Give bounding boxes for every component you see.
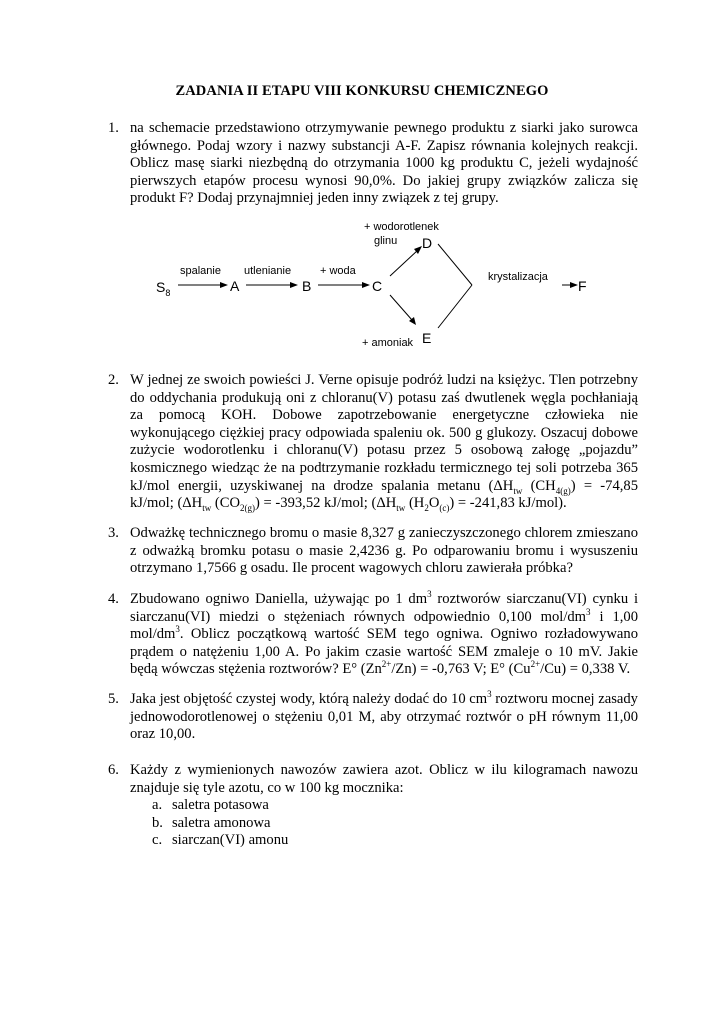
task-1 <box>108 120 638 208</box>
task-5 <box>108 691 638 744</box>
fertilizer-list <box>130 797 638 850</box>
species-f: F <box>578 278 587 294</box>
label-glinu: glinu <box>374 235 398 247</box>
label-krystalizacja: krystalizacja <box>488 271 548 283</box>
species-s8: $S_8$ <box>156 279 171 298</box>
list-item: a. saletra potasowa <box>152 797 269 814</box>
label-spalanie: spalanie <box>180 265 221 277</box>
task-3-text: Odważkę technicznego bromu o masie 8,327 g zanieczyszczonego chlorem zmieszano z odważką bromku potasu o masie 2,4236 g. Po odparowaniu bromu i wysuszeniu otrzymano 1,7566 g osadu. Ile procent wagowych chloru zawierała próbka? <box>130 525 638 577</box>
task-number: 6. <box>108 762 119 778</box>
task-4-text: Zbudowano ogniwo Daniella, używając po 1 $dm^3$ roztworów siarczanu(VI) cynku i siarczanu(VI) miedzi o stężeniach równych odpowiednio 0,100 mol/$dm^3$ i 1,00 mol/$dm^3$. Oblicz początkową wartość SEM tego ogniwa. Ogniwo rozładowywano prądem o natężeniu 1,00 A. Po jakim czasie wartość SEM zmaleje o 10 mV. Jakie będą wówczas stężenia roztworów? E° $(Zn^{2+}/Zn) = -0,763$ V; E° $(Cu^{2+}/Cu) = 0,338$ V. <box>130 589 639 678</box>
task-5-text: Jaka jest objętość czystej wody, którą należy dodać do 10 $cm^3$ roztworu mocnej zasady jednowodorotlenowej o stężeniu 0,01 M, aby otrzymać roztwór o pH równym 11,00 oraz 10,00. <box>130 689 638 743</box>
arrow-head <box>290 282 298 288</box>
task-number: 4. <box>108 591 119 607</box>
species-e: E <box>422 330 432 346</box>
task-number: 5. <box>108 691 119 707</box>
arrow-head <box>570 282 578 288</box>
species-a: A <box>230 278 240 294</box>
line-d-merge <box>438 244 472 285</box>
label-utlenianie: utlenianie <box>244 265 292 277</box>
task-number: 2. <box>108 372 119 388</box>
arrow-head <box>362 282 370 288</box>
species-c: C <box>372 278 383 294</box>
label-amoniak: + amoniak <box>362 337 414 349</box>
page-title: ZADANIA II ETAPU VIII KONKURSU CHEMICZNEGO <box>175 83 549 99</box>
arrow-c-d <box>390 250 418 276</box>
species-d: D <box>422 235 433 251</box>
task-6 <box>108 762 638 850</box>
reaction-scheme <box>150 216 590 356</box>
task-4 <box>108 591 638 679</box>
task-number: 3. <box>108 525 119 541</box>
line-e-merge <box>438 285 472 328</box>
task-number: 1. <box>108 120 119 136</box>
list-item: b. saletra amonowa <box>152 814 271 831</box>
task-3 <box>108 525 638 578</box>
label-wodorotlenek: + wodorotlenek <box>364 221 439 233</box>
task-6-text: Każdy z wymienionych nawozów zawiera azot. Oblicz w ilu kilogramach nawozu znajduje się tyle azotu, co w 100 kg mocznika: <box>130 762 638 796</box>
species-b: B <box>302 278 312 294</box>
task-1-text: na schemacie przedstawiono otrzymywanie pewnego produktu z siarki jako surowca głównego. Podaj wzory i nazwy substancji A-F. Zapisz równania kolejnych reakcji. Oblicz masę siarki niezbędną do otrzymania 1000 kg produktu C, jeżeli wydajność pierwszych etapów procesu wynosi 90,0%. Do jakiej grupy związków zalicza się produkt F? Dodaj przynajmniej jeden inny związek z tej grupy. <box>130 120 638 207</box>
task-2-text: W jednej ze swoich powieści J. Verne opisuje podróż ludzi na księżyc. Tlen potrzebny do oddychania produkują oni z chloranu(V) potasu zaś dwutlenek węgla pochłaniają za pomocą KOH. Dobowe zapotrzebowanie energetyczne człowieka nie wykonującego ciężkiej pracy odpowiada spaleniu ok. 500 g glukozy. Oszacuj dobowe zużycie wodorotlenku i chloranu(V) potasu przez 5 osobową załogę „pojazdu” kosmicznego wiedząc że na podtrzymanie rozkładu termicznego tej soli potrzeba 365 kJ/mol energii, uzyskiwanej na drodze spalania metanu ($\Delta H_{tw}$ $(CH_{4(g)}) = -74,85$ kJ/mol; ($\Delta H_{tw}$ $(CO_{2(g)}) = -393,52$ kJ/mol; ($\Delta H_{tw}$ $(H_2O_{(c)}) = -241,83$ kJ/mol). <box>130 372 638 514</box>
label-woda: + woda <box>320 265 356 277</box>
list-item: c. siarczan(VI) amonu <box>152 832 289 849</box>
task-2 <box>108 372 638 513</box>
arrow-c-e <box>390 295 412 320</box>
arrow-head <box>220 282 228 288</box>
